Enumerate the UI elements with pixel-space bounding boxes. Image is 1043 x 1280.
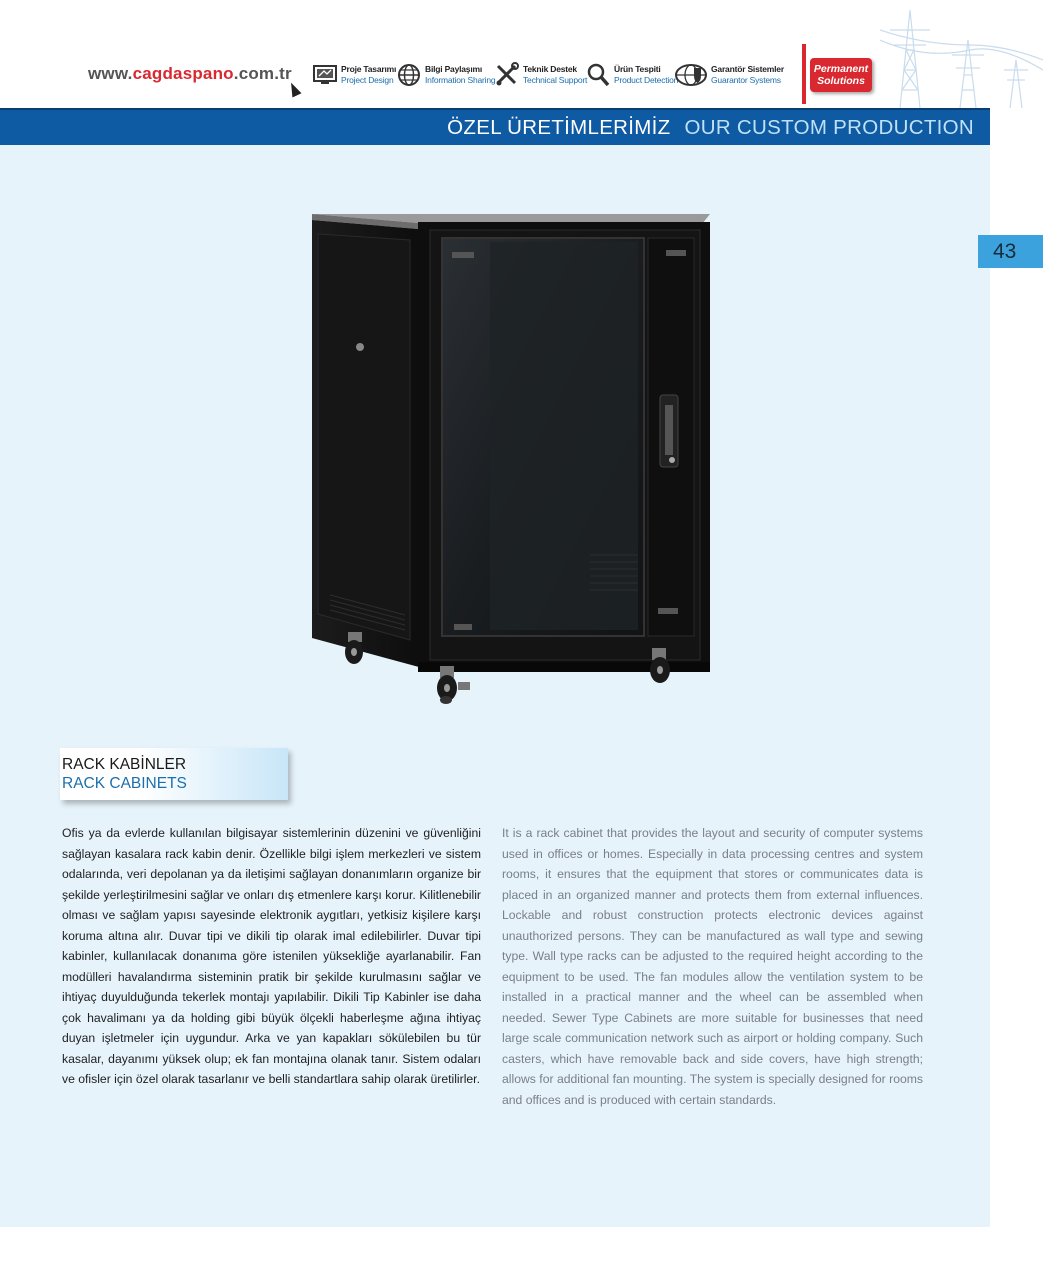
feature-technical-support xyxy=(494,60,587,90)
page-number: 43 xyxy=(978,235,1043,268)
section-title-tr: RACK KABİNLER xyxy=(62,756,187,773)
magnifier-icon xyxy=(585,62,611,88)
feature-label-tr: Bilgi Paylaşımı xyxy=(425,64,482,74)
feature-label-en: Information Sharing xyxy=(425,75,496,85)
logo-stripe xyxy=(802,44,806,104)
title-text xyxy=(447,116,974,140)
feature-label-en: Technical Support xyxy=(523,75,588,85)
title-en: OUR CUSTOM PRODUCTION xyxy=(684,116,974,139)
logo-line-2: Solutions xyxy=(817,75,865,87)
tools-icon xyxy=(494,62,520,88)
feature-label-tr: Proje Tasarımı xyxy=(341,64,397,74)
logo-line-1: Permanent xyxy=(813,63,869,75)
site-url-brand: cagdaspano xyxy=(132,64,234,83)
description-en: It is a rack cabinet that provides the layout and security of computer systems used in offices or homes. Especially in data processing centres and system rooms, it ensures that the equipment that stores or communicates data is placed in an organized manner and protects them from external influences. Lockable and robust construction protects electronic devices against unauthorized persons. They can be manufactured as wall type and sewing type. Wall type racks can be adjusted to the required height according to the equipment to be used. The fan modules allow the ventilation system to be installed in a practical manner and the wheel can be assembled when needed. Sewer Type Cabinets are more suitable for businesses that need large scale communication network such as airport or holding company. Such casters, which have removable back and side covers, have high strength; allows for additional fan mounting. The system is specially designed for rooms and offices and is produced with certain standards. xyxy=(502,826,923,1107)
feature-guarantor-systems xyxy=(674,60,784,90)
shield-globe-icon xyxy=(674,62,708,88)
feature-label-tr: Garantör Sistemler xyxy=(711,64,784,74)
feature-product-detection xyxy=(585,60,678,90)
power-tower-illustration xyxy=(880,0,1043,108)
mouse-cursor-icon xyxy=(287,81,302,98)
site-url[interactable] xyxy=(88,64,292,84)
section-title-en: RACK CABINETS xyxy=(62,775,187,792)
rack-cabinet-image xyxy=(300,200,740,720)
section-heading xyxy=(60,748,288,800)
feature-label-en: Project Design xyxy=(341,75,394,85)
feature-label-en: Product Detection xyxy=(614,75,679,85)
site-url-suffix: .com.tr xyxy=(233,64,292,83)
feature-label-en: Guarantor Systems xyxy=(711,75,781,85)
logo-badge xyxy=(810,58,872,92)
globe-icon xyxy=(396,62,422,88)
feature-project-design xyxy=(312,60,396,90)
description-tr: Ofis ya da evlerde kullanılan bilgisayar sistemlerinin düzenini ve güvenliğini sağlayan kasalara rack kabin denir. Özellikle bilgi işlem merkezleri ve sistem odalarında, veri depolanan ya da iletişimi sağlayan donanımların organize bir şekilde yerleştirilmesini sağlar ve onları dış etmenlere karşı korur. Kilitlenebilir olması ve sağlam yapısı sayesinde elektronik aygıtları, yetkisiz kişilere karşı koruma altına alır. Duvar tipi ve dikili tip olarak imal edilebilirler. Duvar tipi kabinler, kullanılacak donanıma göre istenilen yüksekliğe ayarlanabilir. Fan modülleri havalandırma sisteminin pratik bir şekilde kurulmasını sağlar ve ihtiyaç duyulduğunda tekerlek montajı yapılabilir. Dikili Tip Kabinler ise daha çok havalimanı ya da holding gibi büyük ölçekli haberleşme ağına ihtiyaç duyan işletmeler için uygundur. Arka ve yan kapakları sökülebilen bu tür kasalar, dayanımı yüksek olup; ek fan montajına olanak tanır. Sistem odaları ve ofisler için özel olarak tasarlanır ve belli standartlara sahip olarak üretilirler. xyxy=(62,826,481,1086)
page-header xyxy=(0,0,990,108)
feature-information-sharing xyxy=(396,60,495,90)
section-title-bar xyxy=(0,108,990,145)
title-tr: ÖZEL ÜRETİMLERİMİZ xyxy=(447,116,671,139)
feature-label-tr: Ürün Tespiti xyxy=(614,64,661,74)
company-logo xyxy=(802,44,878,100)
monitor-design-icon xyxy=(312,62,338,88)
site-url-prefix: www. xyxy=(88,64,133,83)
feature-label-tr: Teknik Destek xyxy=(523,64,577,74)
